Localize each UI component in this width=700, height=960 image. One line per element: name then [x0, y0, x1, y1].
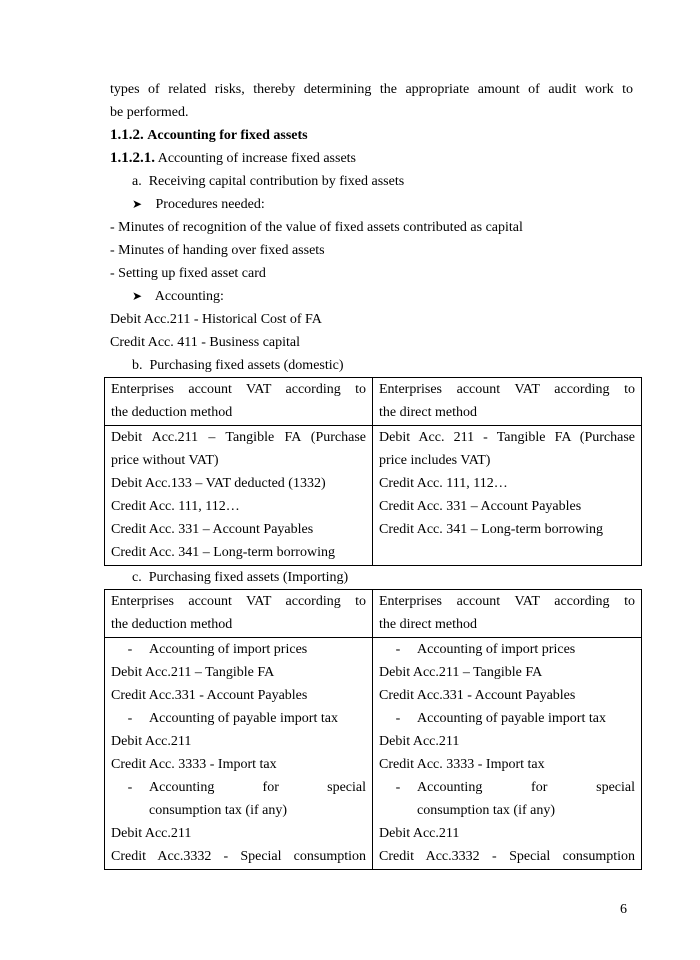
procedures-heading-text: Procedures needed:	[155, 197, 265, 212]
table-row	[105, 638, 642, 870]
table-row	[105, 426, 642, 566]
cell-line: Accounting for special	[417, 780, 635, 795]
procedure-item: - Minutes of recognition of the value of fixed assets contributed as capital	[110, 220, 523, 235]
table-header-cell	[105, 590, 373, 638]
table-cell	[373, 426, 642, 566]
header-text: Enterprises account VAT according to	[379, 382, 635, 397]
page-content	[110, 78, 633, 870]
cell-line: price without VAT)	[111, 453, 219, 468]
cell-line: Credit Acc. 111, 112…	[111, 499, 240, 514]
dash-list-item	[379, 707, 635, 730]
subsection-number: 1.1.2.1.	[110, 150, 155, 166]
item-a-text: Receiving capital contribution by fixed assets	[148, 174, 405, 189]
accounting-heading-text: Accounting:	[154, 289, 224, 304]
cell-line: Debit Acc.211 – Tangible FA	[111, 665, 275, 680]
header-text: the deduction method	[111, 405, 233, 420]
dash-bullet: -	[127, 711, 133, 726]
header-text: the direct method	[379, 617, 477, 632]
cell-line: Credit Acc. 3333 - Import tax	[111, 757, 277, 772]
section-heading	[110, 124, 633, 147]
table-cell	[105, 426, 373, 566]
dash-list-continuation	[379, 799, 635, 822]
cell-line: Debit Acc. 211 - Tangible FA (Purchase	[379, 430, 635, 445]
cell-line: Credit Acc.3332 - Special consumption	[379, 849, 635, 864]
cell-line: consumption tax (if any)	[417, 803, 556, 818]
cell-line: Debit Acc.211	[111, 734, 192, 749]
dash-bullet: -	[127, 780, 133, 795]
dash-list-continuation	[111, 799, 366, 822]
accounting-heading	[110, 285, 633, 308]
header-text: Enterprises account VAT according to	[379, 594, 635, 609]
item-a	[110, 170, 633, 193]
procedures-heading	[110, 193, 633, 216]
dash-bullet: -	[127, 642, 133, 657]
cell-line: Accounting for special	[149, 780, 366, 795]
intro-line-2: be performed.	[110, 105, 189, 120]
arrow-bullet-icon: ➤	[132, 289, 143, 303]
dash-list-item	[111, 638, 366, 661]
dash-list-item	[111, 707, 366, 730]
dash-bullet: -	[395, 642, 401, 657]
item-b-marker: b.	[132, 358, 143, 373]
domestic-purchase-table	[104, 377, 642, 566]
table-header-cell	[373, 590, 642, 638]
table-header-row	[105, 590, 642, 638]
header-text: the deduction method	[111, 617, 233, 632]
arrow-bullet-icon: ➤	[132, 197, 143, 211]
procedure-item: - Minutes of handing over fixed assets	[110, 243, 325, 258]
table-header-cell	[105, 378, 373, 426]
item-b	[110, 354, 633, 377]
dash-bullet: -	[395, 780, 401, 795]
dash-list-item	[379, 776, 635, 799]
cell-line: Debit Acc.211	[111, 826, 192, 841]
item-a-marker: a.	[132, 174, 142, 189]
cell-line: Accounting of import prices	[417, 642, 576, 657]
accounting-line: Debit Acc.211 - Historical Cost of FA	[110, 312, 322, 327]
dash-indent	[111, 799, 149, 822]
header-text: the direct method	[379, 405, 477, 420]
procedure-item: - Setting up fixed asset card	[110, 266, 266, 281]
cell-line: Debit Acc.133 – VAT deducted (1332)	[111, 476, 326, 491]
subsection-title: Accounting of increase fixed assets	[157, 151, 356, 166]
page-number: 6	[620, 902, 627, 917]
cell-line: Accounting of payable import tax	[417, 711, 606, 726]
cell-line: Credit Acc. 111, 112…	[379, 476, 508, 491]
cell-line: Accounting of import prices	[149, 642, 308, 657]
section-title: Accounting for fixed assets	[147, 128, 308, 143]
table-cell	[105, 638, 373, 870]
table-cell	[373, 638, 642, 870]
header-text: Enterprises account VAT according to	[111, 382, 366, 397]
item-c-text: Purchasing fixed assets (Importing)	[148, 570, 349, 585]
cell-line: Credit Acc. 331 – Account Payables	[379, 499, 582, 514]
table-header-cell	[373, 378, 642, 426]
dash-list-item	[111, 776, 366, 799]
cell-line: Credit Acc. 341 – Long-term borrowing	[111, 545, 335, 560]
cell-line: price includes VAT)	[379, 453, 491, 468]
item-c-marker: c.	[132, 570, 142, 585]
table-header-row	[105, 378, 642, 426]
intro-line-1: types of related risks, thereby determining the appropriate amount of audit work to	[110, 82, 633, 97]
cell-line: Credit Acc. 331 – Account Payables	[111, 522, 314, 537]
header-text: Enterprises account VAT according to	[111, 594, 366, 609]
cell-line: Accounting of payable import tax	[149, 711, 338, 726]
cell-line: Debit Acc.211	[379, 734, 460, 749]
accounting-line: Credit Acc. 411 - Business capital	[110, 335, 300, 350]
subsection-heading	[110, 147, 633, 170]
item-c	[110, 566, 633, 589]
cell-line: Credit Acc.331 - Account Payables	[379, 688, 576, 703]
cell-line: consumption tax (if any)	[149, 803, 288, 818]
cell-line: Credit Acc.331 - Account Payables	[111, 688, 308, 703]
item-b-text: Purchasing fixed assets (domestic)	[149, 358, 344, 373]
import-purchase-table	[104, 589, 642, 870]
cell-line: Debit Acc.211	[379, 826, 460, 841]
dash-bullet: -	[395, 711, 401, 726]
section-number: 1.1.2.	[110, 127, 144, 143]
cell-line: Debit Acc.211 – Tangible FA (Purchase	[111, 430, 366, 445]
cell-line: Credit Acc. 3333 - Import tax	[379, 757, 545, 772]
dash-list-item	[379, 638, 635, 661]
cell-line: Credit Acc.3332 - Special consumption	[111, 849, 366, 864]
dash-indent	[379, 799, 417, 822]
cell-line: Debit Acc.211 – Tangible FA	[379, 665, 543, 680]
cell-line: Credit Acc. 341 – Long-term borrowing	[379, 522, 603, 537]
